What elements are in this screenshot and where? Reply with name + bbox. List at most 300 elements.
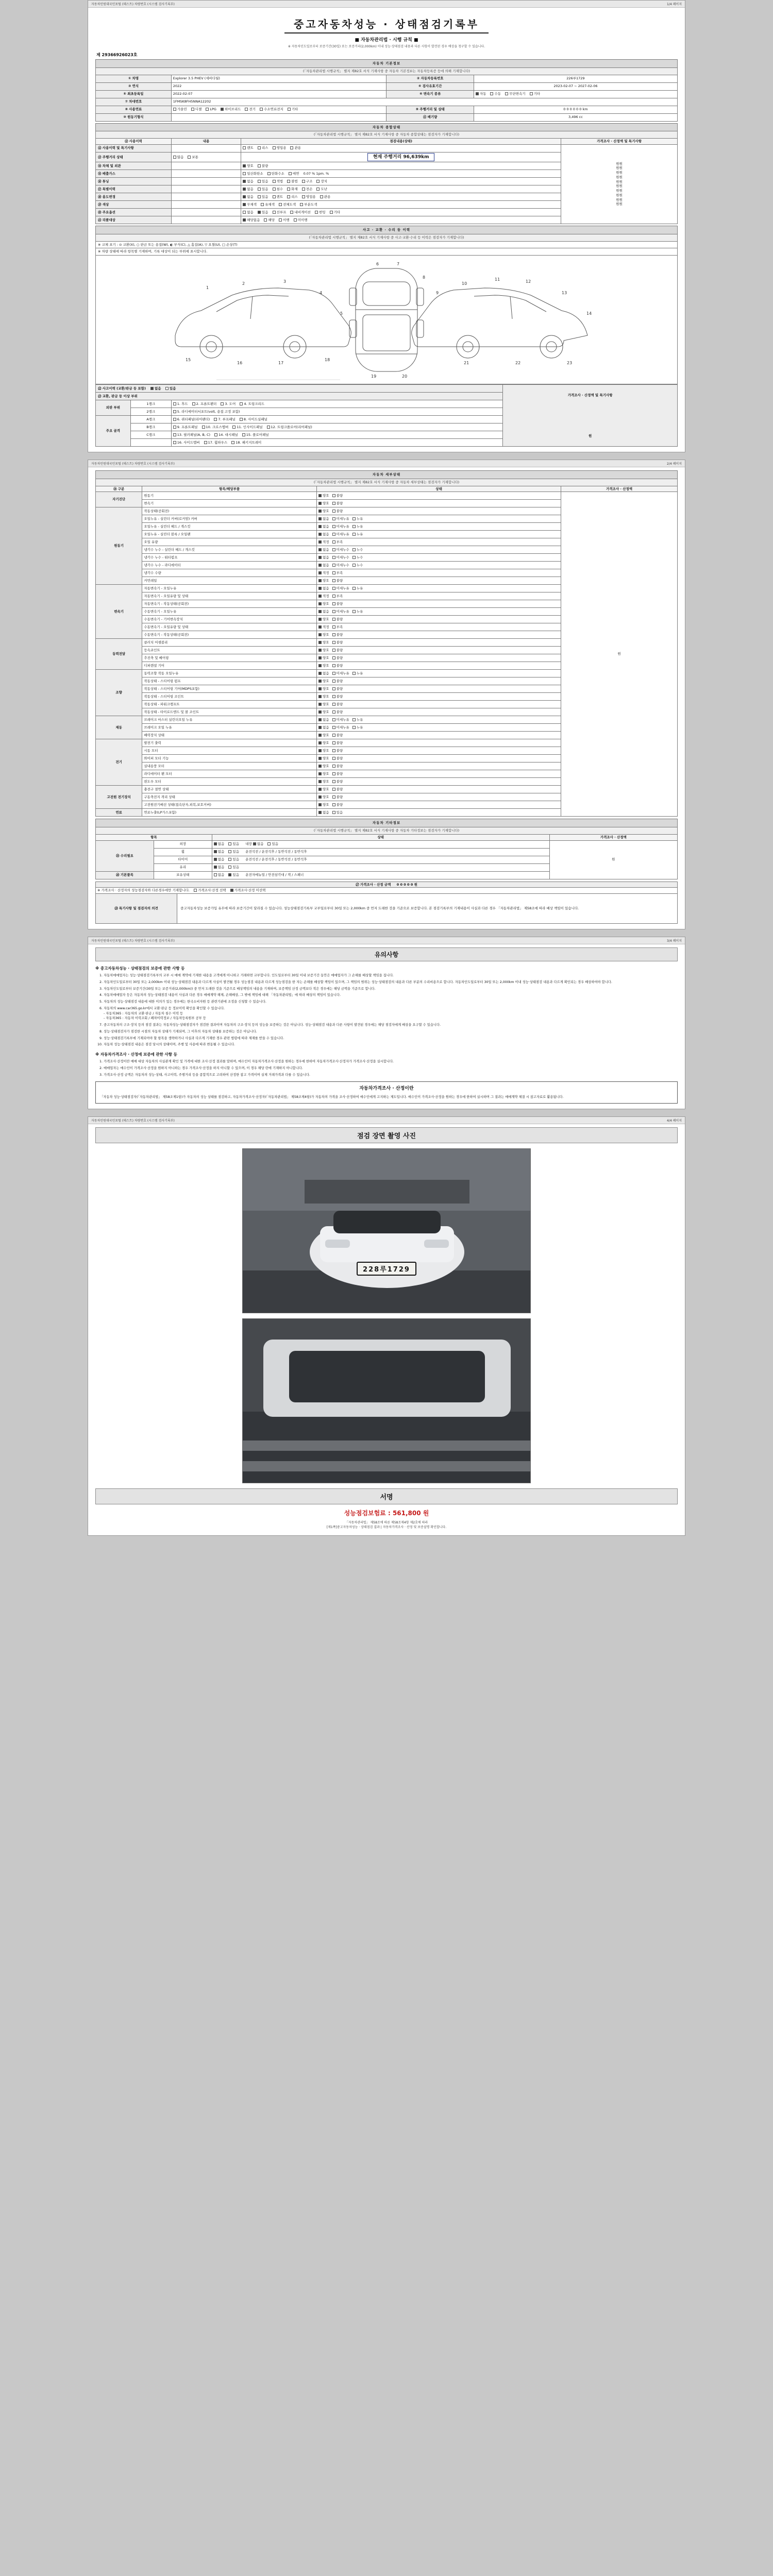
car-diagram <box>95 256 678 384</box>
fuel-option-hybrid[interactable]: 하이브리드 <box>221 107 241 112</box>
opt-none[interactable]: 없음 <box>243 210 254 215</box>
overall-row-body-sub <box>171 162 241 170</box>
opt-sunroof[interactable]: 선루프 <box>273 210 287 215</box>
opt-etc[interactable]: 기타 <box>330 210 341 215</box>
svg-text:7: 7 <box>397 261 400 266</box>
trans-option-cvt[interactable]: 무단변속기 <box>505 92 525 96</box>
special-none[interactable]: 없음 <box>243 187 254 192</box>
recall-notdone[interactable]: 미이행 <box>294 218 308 223</box>
detail-option[interactable]: 양호 <box>318 494 329 498</box>
svg-text:13: 13 <box>562 290 567 295</box>
svg-text:17: 17 <box>278 360 284 365</box>
overall-row-mileage-opts <box>171 152 241 162</box>
section-basic-note: (「자동차관리법 시행규칙」 별지 제82호 서식 기재사항 중 자동차 기본정보는 자동차등록증 등에 의해 기재합니다) <box>96 67 678 75</box>
notice-list-1 <box>95 973 678 1047</box>
mileage-high[interactable]: 많음 <box>173 155 184 160</box>
svg-text:21: 21 <box>464 360 469 365</box>
detail-option[interactable]: 양호 <box>318 602 329 606</box>
opt-yes[interactable]: 있음 <box>258 210 268 215</box>
special-yes[interactable]: 있음 <box>258 187 268 192</box>
overall-row-usage-sub <box>171 144 241 152</box>
detail-option[interactable]: 불량 <box>332 779 343 784</box>
detail-option[interactable]: 없음 <box>318 555 329 560</box>
usechange-gov[interactable]: 관용 <box>320 195 331 199</box>
label-year: ③ 연식 <box>96 82 172 90</box>
detail-part-label: 발전기 출력 <box>142 739 317 747</box>
detail-option[interactable]: 있음 <box>332 810 343 815</box>
overall-row-special-opts <box>241 185 561 193</box>
fuel-option-lpg[interactable]: LPG <box>206 107 216 112</box>
tuning-none[interactable]: 없음 <box>243 179 254 184</box>
detail-group-label: 자기진단 <box>96 492 142 507</box>
tuning-device[interactable]: 장치 <box>316 179 327 184</box>
detail-price-cell: 원 <box>561 492 678 817</box>
part-radiator-support[interactable]: 5. 라디에이터서포트(volt, 용접 고정 포함) <box>173 410 240 414</box>
basic-items-none[interactable]: 없음 <box>214 873 225 877</box>
list-item: 2. 자동차인도일로부터 30일 또는 2,000km 이내 성능·상태점검 내용과 다르게 사실이 발견될 경우 성능점검 내용과 다르게 성능점검을 한 자는 손해를 배상할 책임이 있으며, 그 책임의 범위는 성능·상태점검의 내용과 다른 부분의 수리비용으로 합니다. 자동차인도일로부터 30일 또는 2,000km 이내 성능·상태점검 내용과 다르게 확인되는 경우 배상하여야 합니다. <box>104 980 678 985</box>
detail-option[interactable]: 불량 <box>332 764 343 769</box>
part-floor-panel[interactable]: 15. 플로어패널 <box>242 433 269 437</box>
detail-part-label: 실내송풍 모터 <box>142 762 317 770</box>
wheel-none[interactable]: 없음 <box>214 850 225 854</box>
fuel-option-diesel[interactable]: 디젤 <box>191 107 202 112</box>
detail-option[interactable]: 미세누유 <box>332 517 349 521</box>
emission-smoke[interactable]: 매연 <box>289 172 299 176</box>
detail-part-label: 수동변속기 - 작동상태(공회전) <box>142 631 317 639</box>
part-side-sill[interactable]: 8. 사이드실패널 <box>240 417 267 422</box>
part-roof-panel[interactable]: 7. 루프패널 <box>214 417 235 422</box>
detail-group-label: 제동 <box>96 716 142 739</box>
detail-option[interactable]: 미세누유 <box>332 524 349 529</box>
label-car-name: ① 차명 <box>96 75 172 82</box>
detail-option[interactable]: 누수 <box>352 548 363 552</box>
detail-option[interactable]: 불량 <box>332 733 343 738</box>
detail-option[interactable]: 누수 <box>352 555 363 560</box>
detail-option[interactable]: 누유 <box>352 517 363 521</box>
detail-option[interactable]: 양호 <box>318 694 329 699</box>
detail-option[interactable]: 누수 <box>352 563 363 568</box>
fuel-option-gasoline[interactable]: 가솔린 <box>173 107 187 112</box>
detail-option[interactable]: 불량 <box>332 579 343 583</box>
detail-option[interactable]: 누유 <box>352 671 363 676</box>
detail-option[interactable]: 양호 <box>318 679 329 684</box>
detail-part-label: 작동상태 - 타이로드엔드 및 볼 조인트 <box>142 708 317 716</box>
detail-state-options <box>317 500 561 507</box>
overall-row-mileage-value <box>241 152 561 162</box>
label-fuel: ⑧ 사용연료 <box>96 106 172 113</box>
overall-col-3: 점검내용(상태) <box>241 139 561 145</box>
emission-co[interactable]: 일산화탄소 <box>243 172 263 176</box>
detail-option[interactable]: 불량 <box>332 679 343 684</box>
detail-option[interactable]: 불량 <box>332 772 343 776</box>
usechange-lease[interactable]: 리스 <box>287 195 298 199</box>
part-trunk-floor[interactable]: 12. 트렁크플로어(리어패널) <box>267 425 312 430</box>
accident-none[interactable]: 없음 <box>150 386 161 391</box>
other-wheel-opts <box>212 848 549 856</box>
detail-option[interactable]: 누유 <box>352 725 363 730</box>
detail-state-options <box>317 577 561 585</box>
detail-state-options <box>317 538 561 546</box>
detail-option[interactable]: 양호 <box>318 733 329 738</box>
svg-text:19: 19 <box>371 374 377 379</box>
special-total-loss[interactable]: 전손 <box>302 187 313 192</box>
detail-group-label: 조향 <box>96 670 142 716</box>
usage-gov[interactable]: 관용 <box>290 146 301 150</box>
section-accident-note: (「자동차관리법 시행규칙」 별지 제82호 서식 기재사항 중 사고·교환·수리 등 이력은 점검자가 기재합니다) <box>96 234 678 241</box>
color-chromatic[interactable]: 유채색 <box>261 202 275 207</box>
detail-option[interactable]: 부족 <box>332 571 343 575</box>
detail-option[interactable]: 미세누유 <box>332 725 349 730</box>
detail-option[interactable]: 불량 <box>332 633 343 637</box>
detail-option[interactable]: 불량 <box>332 687 343 691</box>
detail-option[interactable]: 불량 <box>332 501 343 506</box>
detail-part-label: 오일 유량 <box>142 538 317 546</box>
other-group-basic-items: ㉖ 기본품목 <box>96 871 154 879</box>
trans-option-auto[interactable]: 자동 <box>476 92 486 96</box>
interior-yes[interactable]: 있음 <box>267 842 278 846</box>
fuel-option-hydrogen[interactable]: 수소연료전지 <box>260 107 283 112</box>
accident-yes[interactable]: 있음 <box>165 386 176 391</box>
detail-option[interactable]: 불량 <box>332 787 343 792</box>
part-trunk-lid[interactable]: 4. 트렁크리드 <box>240 402 264 406</box>
recall-done[interactable]: 이행 <box>279 218 290 223</box>
usechange-none[interactable]: 없음 <box>243 195 254 199</box>
other-part-wheel: 휠 <box>154 848 212 856</box>
detail-option[interactable]: 불량 <box>332 664 343 668</box>
tuning-structure[interactable]: 구조 <box>302 179 313 184</box>
body-bad[interactable]: 불량 <box>258 164 268 168</box>
emission-hc[interactable]: 탄화수소 <box>267 172 284 176</box>
color-part-paint[interactable]: 부분도색 <box>300 202 317 207</box>
detail-option[interactable]: 적정 <box>318 571 329 575</box>
basic-info-table <box>95 59 678 122</box>
fuel-option-electric[interactable]: 전기 <box>245 107 256 112</box>
detail-option[interactable]: 불량 <box>332 694 343 699</box>
tuning-yes[interactable]: 있음 <box>258 179 268 184</box>
detail-option[interactable]: 양호 <box>318 509 329 514</box>
body-good[interactable]: 양호 <box>243 164 254 168</box>
detail-option[interactable]: 불량 <box>332 509 343 514</box>
detail-option[interactable]: 미세누유 <box>332 532 349 537</box>
tire-yes[interactable]: 있음 <box>228 857 239 862</box>
detail-option[interactable]: 적정 <box>318 625 329 630</box>
detail-part-label: 원동기 <box>142 492 317 500</box>
basic-items-list: 운전자메뉴얼 / 안전삼각대 / 잭 / 스패너 <box>245 873 304 877</box>
overall-row-usechange-label: ⑱ 용도변경 <box>96 193 172 200</box>
detail-option[interactable]: 미세누유 <box>332 671 349 676</box>
part-inside-panel[interactable]: 11. 인사이드패널 <box>232 425 262 430</box>
detail-option[interactable]: 양호 <box>318 741 329 745</box>
detail-option[interactable]: 누유 <box>352 609 363 614</box>
other-part-tire: 타이어 <box>154 856 212 863</box>
detail-option[interactable]: 누유 <box>352 524 363 529</box>
detail-part-label: 와이퍼 모터 기능 <box>142 755 317 762</box>
detail-option[interactable]: 불량 <box>332 640 343 645</box>
topbar-2-left: 자동차민원대국민포털 (테스트) 차량번호 (시스템 검사기록부) <box>91 462 175 466</box>
list-item: 7. 중고자동차의 구조·장치 등의 점검 결과는 자동차성능·상태점검자가 점검한 결과이며 자동차의 구조·장치 등의 성능을 보증하는 것은 아닙니다. 성능·상태점검 내용과 다른 사항이 발견된 경우에는 해당 점검자에게 배상을 요구할 수 있습니다. <box>104 1023 678 1028</box>
detail-option[interactable]: 불량 <box>332 741 343 745</box>
detail-state-options <box>317 770 561 778</box>
part-wheel-house[interactable]: 17. 휠하우스 <box>204 440 228 445</box>
detail-option[interactable]: 양호 <box>318 756 329 761</box>
detail-part-label: 수동변속기 - 오일누유 <box>142 608 317 616</box>
detail-option[interactable]: 양호 <box>318 702 329 707</box>
detail-option[interactable]: 양호 <box>318 779 329 784</box>
detail-state-options <box>317 732 561 739</box>
detail-part-label: 고전원전기배선 상태(접속단자,피복,보호커버) <box>142 801 317 809</box>
topbar-2-right: 2/4 페이지 <box>667 462 682 466</box>
detail-option[interactable]: 불량 <box>332 710 343 715</box>
detail-option[interactable]: 양호 <box>318 803 329 807</box>
rank-c2 <box>130 439 171 447</box>
glass-yes[interactable]: 있음 <box>228 865 239 870</box>
detail-group-label: 연료 <box>96 809 142 817</box>
part-hood[interactable]: 1. 후드 <box>173 402 188 406</box>
detail-state-options <box>317 654 561 662</box>
detail-state-options <box>317 623 561 631</box>
price-check-selected[interactable]: 가격조사·산정 선택 <box>194 888 226 893</box>
detail-part-label: 냉각수 수량 <box>142 569 317 577</box>
detail-option[interactable]: 없음 <box>318 725 329 730</box>
topbar-4-left: 자동차민원대국민포털 (테스트) 차량번호 (시스템 검사기록부) <box>91 1118 175 1123</box>
svg-text:3: 3 <box>283 279 287 284</box>
detail-option[interactable]: 미세누유 <box>332 609 349 614</box>
detail-option[interactable]: 미세누수 <box>332 563 349 568</box>
detail-group-label: 원동기 <box>96 507 142 585</box>
overall-row-color-opts <box>241 200 561 208</box>
emission-values: 0.07 % 1pm. % <box>303 171 329 176</box>
detail-option[interactable]: 불량 <box>332 803 343 807</box>
svg-text:1: 1 <box>206 285 209 290</box>
detail-option[interactable]: 없음 <box>318 548 329 552</box>
detail-state-options <box>317 739 561 747</box>
detail-option[interactable]: 누유 <box>352 532 363 537</box>
detail-option[interactable]: 양호 <box>318 710 329 715</box>
detail-option[interactable]: 미세누수 <box>332 548 349 552</box>
detail-option[interactable]: 누유 <box>352 586 363 591</box>
label-vin: ⑦ 차대번호 <box>96 98 172 106</box>
fuel-option-etc[interactable]: 기타 <box>288 107 298 112</box>
detail-option[interactable]: 불량 <box>332 602 343 606</box>
color-full-paint[interactable]: 전체도색 <box>279 202 296 207</box>
detail-option[interactable]: 양호 <box>318 648 329 653</box>
detail-option[interactable]: 양호 <box>318 501 329 506</box>
detail-option[interactable]: 없음 <box>318 671 329 676</box>
detail-option[interactable]: 적정 <box>318 540 329 545</box>
overall-row-options-sub <box>171 208 241 216</box>
overall-price-5: 원원 <box>616 184 623 189</box>
value-vin: 1FMSK8FH5NNA12202 <box>171 98 677 106</box>
detail-part-label: 냉각수 누수 - 실린더 헤드 / 개스킷 <box>142 546 317 554</box>
part-quarter-panel[interactable]: 6. 쿼터패널(리어팬더) <box>173 417 210 422</box>
interior-none[interactable]: 없음 <box>253 842 264 846</box>
accident-history-head <box>96 385 503 393</box>
other-group-repair: ㉕ 수리필요 <box>96 840 154 871</box>
detail-option[interactable]: 양호 <box>318 749 329 753</box>
recall-na[interactable]: 해당없음 <box>243 218 260 223</box>
overall-row-special-sub <box>171 185 241 193</box>
detail-option[interactable]: 불량 <box>332 494 343 498</box>
opt-tinting[interactable]: 썬팅 <box>315 210 326 215</box>
usechange-rent[interactable]: 렌트 <box>273 195 283 199</box>
rank-1: 1랭크 <box>130 400 171 408</box>
detail-option[interactable]: 양호 <box>318 633 329 637</box>
detail-part-label: 자동변속기 - 작동상태(공회전) <box>142 600 317 608</box>
part-front-fender[interactable]: 2. 프론트팬더 <box>192 402 217 406</box>
usechange-commercial[interactable]: 영업용 <box>302 195 316 199</box>
special-theft[interactable]: 도난 <box>316 187 327 192</box>
detail-part-label: 작동상태 - 스티어링 조인트 <box>142 693 317 701</box>
detail-option[interactable]: 양호 <box>318 764 329 769</box>
mileage-mid[interactable]: 보통 <box>188 155 198 160</box>
detail-option[interactable]: 미세누유 <box>332 586 349 591</box>
price-check-unselected[interactable]: 가격조사·산정 미선택 <box>230 888 266 893</box>
detail-state-options <box>317 662 561 670</box>
detail-option[interactable]: 불량 <box>332 795 343 800</box>
part-front-panel[interactable]: 9. 프론트패널 <box>173 425 198 430</box>
overall-row-color-sub <box>171 200 241 208</box>
section-overall-note: (「자동차관리법 시행규칙」 별지 제82호 서식 기재사항 중 자동차 종합상태는 점검자가 기재합니다) <box>96 131 678 139</box>
detail-option[interactable]: 없음 <box>318 524 329 529</box>
detail-option[interactable]: 양호 <box>318 640 329 645</box>
usage-commercial[interactable]: 영업용 <box>273 146 287 150</box>
tire-none[interactable]: 없음 <box>214 857 225 862</box>
detail-part-label: 자동변속기 - 오일유량 및 상태 <box>142 592 317 600</box>
detail-state-options <box>317 747 561 755</box>
detail-state-options <box>317 554 561 562</box>
special-flood[interactable]: 침수 <box>273 187 283 192</box>
part-side-member[interactable]: 16. 사이드멤버 <box>173 440 200 445</box>
rank-c: C랭크 <box>130 431 171 439</box>
section-basic-title: 자동차 기본정보 <box>96 60 678 68</box>
detail-option[interactable]: 없음 <box>318 718 329 722</box>
special-fire[interactable]: 화재 <box>287 187 298 192</box>
detail-option[interactable]: 없음 <box>318 586 329 591</box>
usage-rent[interactable]: 렌트 <box>243 146 254 150</box>
rank-2-items <box>171 408 503 416</box>
detail-option[interactable]: 없음 <box>318 517 329 521</box>
value-mileage: 0 0 0 0 0 0 km <box>474 106 677 113</box>
detail-option[interactable]: 양호 <box>318 787 329 792</box>
detail-option[interactable]: 불량 <box>332 702 343 707</box>
opt-navigation[interactable]: 내비게이션 <box>290 210 310 215</box>
detail-part-label: 클러치 어셈블리 <box>142 639 317 647</box>
rank-a: A랭크 <box>130 416 171 423</box>
detail-option[interactable]: 누유 <box>352 718 363 722</box>
overall-row-usage-label: ⑫ 사용이력 및 특기사항 <box>96 144 172 152</box>
group-main-frame: 주요 골격 <box>96 416 131 447</box>
part-pillar-panel[interactable]: 13. 필러패널(A, B, C) <box>173 433 210 437</box>
detail-option[interactable]: 없음 <box>318 532 329 537</box>
detail-option[interactable]: 양호 <box>318 656 329 660</box>
svg-text:5: 5 <box>340 311 343 316</box>
overall-price-2: 원원 <box>616 171 623 175</box>
detail-option[interactable]: 부족 <box>332 594 343 599</box>
color-achromatic[interactable]: 무채색 <box>243 202 257 207</box>
section-detail-note: (「자동차관리법 시행규칙」 별지 제82호 서식 기재사항 중 자동차 세부상태는 점검자가 기재합니다) <box>96 479 678 486</box>
detail-option[interactable]: 미세누유 <box>332 718 349 722</box>
detail-state-options <box>317 492 561 500</box>
document-title-wrap <box>95 16 678 49</box>
part-package-tray[interactable]: 18. 패키지트레이 <box>231 440 261 445</box>
tuning-legal[interactable]: 적법 <box>273 179 283 184</box>
accident-price-value: 원 <box>589 433 592 438</box>
detail-state-options <box>317 801 561 809</box>
photo-front-svg <box>243 1149 531 1313</box>
detail-option[interactable]: 불량 <box>332 648 343 653</box>
detail-state-options <box>317 515 561 523</box>
other-part-holding: 보유상태 <box>154 871 212 879</box>
value-transmission <box>474 90 677 98</box>
part-door[interactable]: 3. 도어 <box>221 402 236 406</box>
inspection-photo-underbody <box>242 1318 531 1483</box>
detail-option[interactable]: 양호 <box>318 664 329 668</box>
recall-yes[interactable]: 해당 <box>264 218 275 223</box>
detail-option[interactable]: 없음 <box>318 609 329 614</box>
exterior-none[interactable]: 없음 <box>214 842 225 846</box>
detail-option[interactable]: 부족 <box>332 540 343 545</box>
detail-option[interactable]: 불량 <box>332 617 343 622</box>
detail-option[interactable]: 양호 <box>318 772 329 776</box>
detail-state-options <box>317 685 561 693</box>
overall-row-usechange-opts <box>241 193 561 200</box>
detail-option[interactable]: 불량 <box>332 749 343 753</box>
trans-option-manual[interactable]: 수동 <box>490 92 501 96</box>
wheel-yes[interactable]: 있음 <box>228 850 239 854</box>
notice-box-title: 자동차가격조사 · 산정이란 <box>359 1086 414 1092</box>
mileage-display: 현재 주행거리 96,639km <box>367 153 435 161</box>
detail-option[interactable]: 양호 <box>318 687 329 691</box>
detail-option[interactable]: 양호 <box>318 795 329 800</box>
trans-option-etc[interactable]: 기타 <box>530 92 541 96</box>
notice-box <box>95 1081 678 1103</box>
other-part-interior: 내장 <box>245 842 252 846</box>
exterior-yes[interactable]: 있음 <box>228 842 239 846</box>
detail-option[interactable]: 없음 <box>318 563 329 568</box>
accident-legend-1: ※ 교체 표기 : ⊙ 교환(X), ○ 판금 또는 용접(W), ◐ 부식(C), △ 흠집(A), ▽ 요철(U), □ 손상(T) <box>96 241 678 248</box>
overall-col-2: 내용 <box>171 139 241 145</box>
glass-none[interactable]: 없음 <box>214 865 225 870</box>
detail-option[interactable]: 부족 <box>332 625 343 630</box>
topbar-2 <box>88 460 685 467</box>
basic-items-yes[interactable]: 있음 <box>228 873 239 877</box>
usage-lease[interactable]: 리스 <box>258 146 268 150</box>
accident-parts-title: ㉓ 교환, 판금 등 이상 부위 <box>96 393 503 400</box>
part-dash-panel[interactable]: 14. 대시패널 <box>214 433 238 437</box>
detail-option[interactable]: 적정 <box>318 594 329 599</box>
overall-price-3: 원원 <box>616 175 623 179</box>
overall-state-table <box>95 123 678 224</box>
detail-part-label: 작동상태 - 스티어링 기어(MDPS포함) <box>142 685 317 693</box>
detail-option[interactable]: 불량 <box>332 656 343 660</box>
detail-option[interactable]: 없음 <box>318 810 329 815</box>
list-item: 9. 성능·상태점검기록부에 기재되어야 할 항목을 생략하거나 사실과 다르게 기재한 경우 관련 법령에 따라 제재를 받을 수 있습니다. <box>104 1036 678 1041</box>
part-cross-member[interactable]: 10. 크로스멤버 <box>202 425 229 430</box>
detail-option[interactable]: 양호 <box>318 617 329 622</box>
usechange-yes[interactable]: 있음 <box>258 195 268 199</box>
detail-option[interactable]: 양호 <box>318 579 329 583</box>
overall-price-1: 원원 <box>616 166 623 171</box>
detail-state-options <box>317 762 561 770</box>
detail-state-options <box>317 724 561 732</box>
overall-price-0: 원원 <box>616 161 623 166</box>
group-outer-panel: 외판 부위 <box>96 400 131 416</box>
topbar-4-right: 4/4 페이지 <box>667 1118 682 1123</box>
detail-option[interactable]: 불량 <box>332 756 343 761</box>
detail-option[interactable]: 미세누수 <box>332 555 349 560</box>
tuning-illegal[interactable]: 불법 <box>287 179 298 184</box>
list-item: 4. 자동차매매업자 등은 자동차의 성능·상태점검 내용이 사실과 다른 경우 매매계약 해제, 손해배상, 그 밖에 책임에 대해 「자동차관리법」에 따라 배상의 책임이 있습니다. <box>104 993 678 998</box>
